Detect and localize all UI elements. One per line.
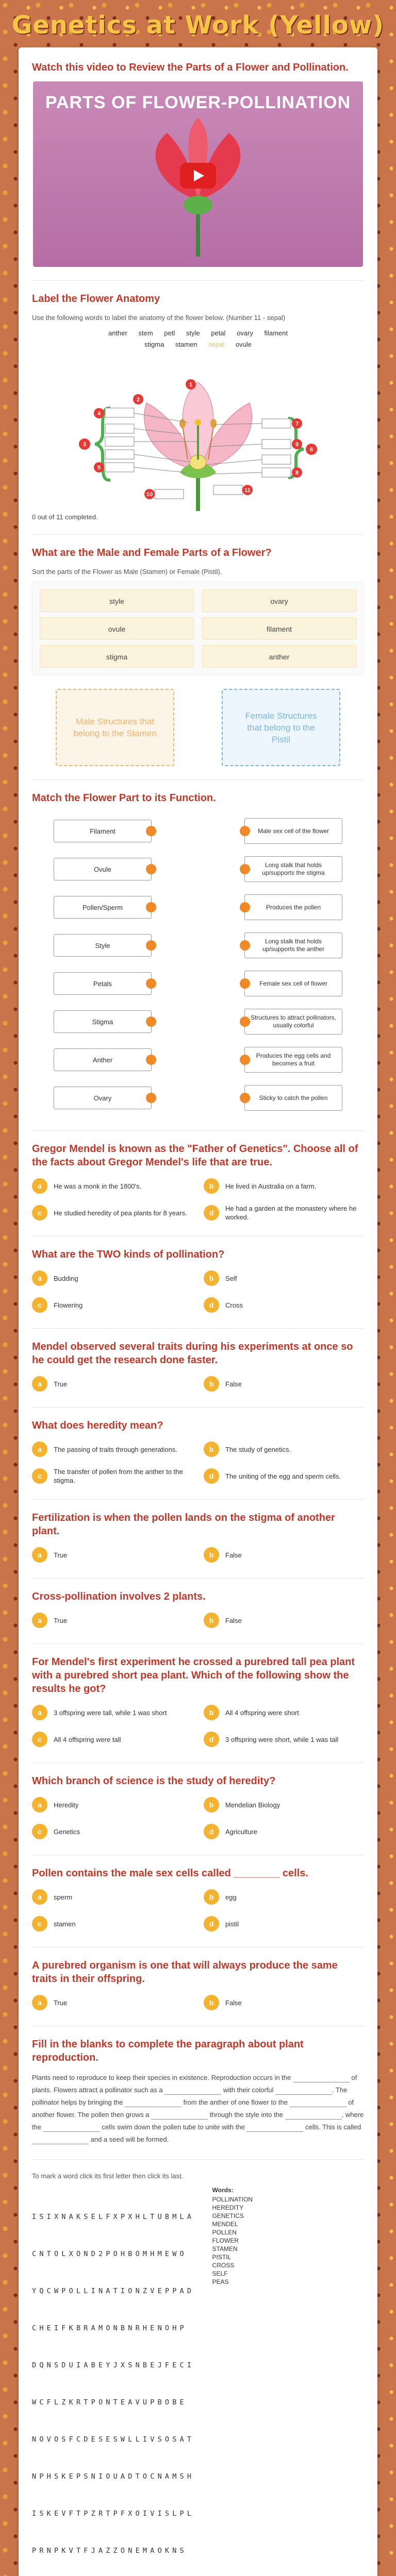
match-dot[interactable] [240, 1016, 250, 1027]
match-term[interactable] [54, 1087, 152, 1109]
video-section [32, 57, 364, 280]
completed-count: 0 out of 11 completed. [32, 513, 98, 521]
question-pea-experiment [32, 1643, 364, 1762]
match-term[interactable] [54, 858, 152, 880]
choice-letter: c [32, 1732, 47, 1747]
choice-option[interactable] [32, 1993, 192, 2012]
choice-letter: b [204, 1797, 219, 1812]
choice-text: He was a monk in the 1800's. [54, 1182, 142, 1190]
wordsearch-word: PISTIL [212, 2253, 232, 2261]
word-bank [32, 328, 364, 350]
sort-instructions: Sort the parts of the Flower as Male (Stamen) or Female (Pistil). [32, 568, 222, 575]
choice-option[interactable] [32, 1176, 192, 1196]
wordsearch-row[interactable]: YQCWPOLLINATIONZVEPPAD [32, 2287, 195, 2295]
choice-letter: d [204, 1468, 219, 1484]
choice-option[interactable] [204, 1914, 364, 1934]
choice-option[interactable] [32, 1822, 192, 1841]
choice-text: The transfer of pollen from the anther to the stigma. [54, 1468, 183, 1484]
match-area [54, 812, 342, 1117]
fill-blank-input[interactable] [32, 2136, 89, 2144]
choice-letter: d [204, 1205, 219, 1221]
match-term-label: Style [95, 941, 110, 950]
fill-blank-input[interactable] [285, 2111, 342, 2120]
female-bucket[interactable]: Female Structures that belong to the Pistil [222, 689, 340, 766]
match-heading: Match the Flower Part to its Function. [32, 792, 216, 804]
fill-blank-input[interactable] [164, 2087, 221, 2095]
wordsearch-row[interactable]: PRNPKVTFJAZZONEMAOKNS [32, 2547, 187, 2555]
fill-blank-input[interactable] [290, 2099, 346, 2107]
match-dot[interactable] [146, 1055, 156, 1065]
choice-text: He studied heredity of pea plants for 8 years. [54, 1209, 187, 1217]
choice-text: False [225, 1380, 242, 1388]
match-dot[interactable] [146, 1016, 156, 1027]
question-heredity-meaning [32, 1407, 364, 1499]
choice-text: 3 offspring were tall, while 1 was short [54, 1708, 167, 1717]
question-heading: Which branch of science is the study of heredity? [32, 1775, 276, 1787]
choice-letter: d [204, 1732, 219, 1747]
label-badge: 5 [97, 465, 101, 471]
choice-text: False [225, 1551, 242, 1559]
match-term-label: Petals [93, 979, 112, 988]
choice-option[interactable] [32, 1730, 192, 1749]
fill-text: cells. This is called [305, 2123, 361, 2131]
choice-letter: b [204, 1442, 219, 1457]
match-dot[interactable] [240, 940, 250, 951]
choice-text: True [54, 1616, 68, 1624]
choice-option[interactable] [32, 1545, 192, 1565]
title-wrap [0, 6, 396, 47]
word-bank-item[interactable]: ovule [235, 341, 252, 348]
match-definition-label: Long stalk that holds up/supports the anther [262, 938, 325, 953]
choice-option[interactable] [204, 1795, 364, 1815]
choice-text: Budding [54, 1274, 78, 1282]
match-dot[interactable] [146, 864, 156, 874]
choice-text: He lived in Australia on a farm. [225, 1182, 317, 1190]
choice-letter: a [32, 1376, 47, 1392]
question-mendel-traits [32, 1328, 364, 1407]
question-branch-science [32, 1762, 364, 1855]
choice-letter: c [32, 1297, 47, 1313]
choice-option[interactable] [204, 1993, 364, 2012]
choice-option[interactable] [204, 1374, 364, 1394]
choice-letter: d [204, 1916, 219, 1931]
question-cross-pollination [32, 1578, 364, 1643]
wordsearch-word-list [212, 2186, 253, 2576]
choice-option[interactable] [32, 1295, 192, 1315]
question-heading: Gregor Mendel is known as the "Father of Genetics". Choose all of the facts about Gregor Mendel's life that are true. [32, 1143, 358, 1168]
match-row [54, 964, 342, 1003]
word-bank-item[interactable]: ovary [237, 329, 253, 337]
fill-text: and a seed will be formed. [90, 2136, 169, 2143]
wordsearch-word: POLLINATION [212, 2196, 253, 2203]
match-definition[interactable] [244, 1085, 342, 1111]
question-heading: What are the TWO kinds of pollination? [32, 1249, 225, 1260]
sort-card[interactable]: ovary [202, 589, 356, 612]
flower-diagram [33, 357, 363, 511]
choice-letter: a [32, 1705, 47, 1720]
match-definition-label: Produces the egg cells and becomes a fruit [256, 1052, 331, 1067]
match-row [54, 1003, 342, 1041]
wordsearch-row[interactable]: NOVOSFCDESESWLLIVSOSAT [32, 2435, 195, 2444]
fill-heading: Fill in the blanks to complete the paragraph about plant reproduction. [32, 2039, 304, 2063]
choice-option[interactable] [32, 1466, 192, 1486]
fill-text: through the style into the [209, 2111, 284, 2119]
match-row [54, 1041, 342, 1079]
fill-text: Plants need to reproduce to keep their species in existence. Reproduction occurs in the [32, 2074, 291, 2081]
label-badge: 1 [189, 382, 193, 388]
choice-text: Agriculture [225, 1827, 258, 1836]
match-term-label: Filament [90, 827, 116, 835]
choice-option[interactable] [204, 1439, 364, 1459]
choice-option[interactable] [204, 1176, 364, 1196]
label-badge: 9 [295, 442, 299, 448]
match-dot[interactable] [240, 826, 250, 836]
fill-text: of another flower. The pollen then grows a [32, 2098, 354, 2119]
word-bank-item[interactable]: style [186, 329, 200, 337]
match-term-label: Ovule [94, 865, 111, 873]
video-player[interactable] [33, 81, 363, 267]
choice-letter: d [204, 1824, 219, 1839]
flower-anatomy-icon [33, 357, 363, 511]
choice-letter: b [204, 1376, 219, 1392]
match-definition-label: Female sex cell of flower [259, 979, 328, 987]
wordsearch-word: PEAS [212, 2278, 229, 2285]
choice-text: The uniting of the egg and sperm cells. [225, 1472, 341, 1480]
choice-text: The passing of traits through generations. [54, 1445, 177, 1453]
choice-letter: c [32, 1468, 47, 1484]
choices [32, 1703, 364, 1749]
label-badge: 4 [97, 411, 101, 417]
choice-option[interactable] [204, 1295, 364, 1315]
worksheet-card [19, 47, 377, 2576]
choice-option[interactable] [204, 1730, 364, 1749]
fill-text: from the anther of one flower to the [183, 2098, 288, 2106]
word-bank-item[interactable]: anther [108, 329, 127, 337]
word-bank-item[interactable]: filament [264, 329, 288, 337]
wordsearch-row[interactable]: WCFLZKRTPONTEAVUPBOBE [32, 2398, 187, 2406]
choice-option[interactable] [204, 1611, 364, 1630]
page-title: Genetics at Work (Yellow) [11, 11, 385, 40]
choice-letter: c [32, 1824, 47, 1839]
anatomy-instructions: Use the following words to label the anatomy of the flower below. (Number 11 - sepal) [32, 314, 286, 321]
choice-text: True [54, 1998, 68, 2007]
match-row [54, 812, 342, 850]
choice-letter: b [204, 1889, 219, 1905]
word-bank-item[interactable]: stamen [175, 341, 197, 348]
word-bank-item[interactable]: stigma [144, 341, 164, 348]
fill-text: cells swim down the pollen tube to unite with the [102, 2123, 245, 2131]
choices [32, 1795, 364, 1841]
match-dot[interactable] [240, 1055, 250, 1065]
choice-text: All 4 offspring were tall [54, 1735, 121, 1743]
choice-letter: a [32, 1995, 47, 2010]
label-badge: 6 [309, 447, 314, 453]
question-heading: Cross-pollination involves 2 plants. [32, 1591, 206, 1602]
choice-text: True [54, 1551, 68, 1559]
match-row [54, 888, 342, 926]
match-term-label: Ovary [93, 1094, 112, 1102]
match-dot[interactable] [240, 902, 250, 912]
choice-letter: b [204, 1995, 219, 2010]
match-dot[interactable] [146, 1093, 156, 1103]
choice-letter: a [32, 1797, 47, 1812]
choice-letter: b [204, 1270, 219, 1286]
match-term[interactable] [54, 934, 152, 957]
choices [32, 1993, 364, 2012]
match-definition[interactable] [244, 971, 342, 996]
match-definition-label: Structures to attract pollinators, usually colorful [250, 1014, 337, 1029]
fill-blank-input[interactable] [151, 2111, 208, 2120]
fill-section [32, 2026, 364, 2159]
choice-letter: b [204, 1547, 219, 1563]
word-bank-item[interactable]: stem [138, 329, 153, 337]
match-term[interactable] [54, 820, 152, 842]
match-term[interactable] [54, 972, 152, 995]
sort-card[interactable]: filament [202, 617, 356, 640]
match-definition[interactable] [244, 856, 342, 882]
choice-option[interactable] [32, 1203, 192, 1223]
wordsearch-grid[interactable] [32, 2186, 202, 2576]
label-badge: 10 [146, 492, 153, 498]
choices [32, 1439, 364, 1486]
match-dot[interactable] [240, 1093, 250, 1103]
choices [32, 1176, 364, 1223]
choice-letter: a [32, 1547, 47, 1563]
choices [32, 1545, 364, 1565]
anatomy-heading: Label the Flower Anatomy [32, 293, 160, 304]
choice-text: All 4 offspring were short [225, 1708, 299, 1717]
choice-letter: a [32, 1889, 47, 1905]
choices [32, 1268, 364, 1315]
choice-letter: a [32, 1178, 47, 1194]
fill-text: . The pollinator helps by bringing the [32, 2086, 348, 2106]
wordsearch-row[interactable]: ISIXNAKSELFXPXHLTUBMLA [32, 2213, 195, 2221]
choice-text: The study of genetics. [225, 1445, 291, 1453]
wordsearch-row[interactable]: CNTOLXOND2POHBOMHMEWO [32, 2250, 187, 2258]
match-row [54, 926, 342, 964]
wordsearch-word: POLLEN [212, 2229, 237, 2236]
anatomy-section [32, 280, 364, 534]
choice-letter: b [204, 1178, 219, 1194]
choice-text: sperm [54, 1893, 73, 1901]
choice-option[interactable] [32, 1374, 192, 1394]
match-term-label: Stigma [92, 1018, 113, 1026]
match-definition-label: Produces the pollen [266, 903, 321, 911]
choice-option[interactable] [204, 1466, 364, 1486]
label-badge: 2 [136, 397, 140, 403]
choice-option[interactable] [32, 1795, 192, 1815]
choice-text: Heredity [54, 1801, 79, 1809]
choice-option[interactable] [32, 1914, 192, 1934]
choice-text: 3 offspring were short, while 1 was tall [225, 1735, 339, 1743]
video-heading: Watch this video to Review the Parts of a Flower and Pollination. [32, 62, 349, 73]
wordsearch-word: CROSS [212, 2262, 235, 2269]
question-heading: Mendel observed several traits during his experiments at once so he could get the research done faster. [32, 1341, 353, 1366]
fill-text: of plants. Flowers attract a pollinator such as a [32, 2074, 357, 2094]
choice-option[interactable] [204, 1203, 364, 1223]
match-term[interactable] [54, 1010, 152, 1033]
choice-letter: d [204, 1297, 219, 1313]
match-term-label: Pollen/Sperm [82, 903, 123, 911]
question-mendel-facts [32, 1130, 364, 1236]
sort-heading: What are the Male and Female Parts of a Flower? [32, 547, 272, 558]
choice-letter: a [32, 1270, 47, 1286]
question-pollination-kinds [32, 1236, 364, 1328]
question-fertilization [32, 1499, 364, 1578]
choice-letter: c [32, 1916, 47, 1931]
video-thumb-title: PARTS OF FLOWER-POLLINATION [45, 93, 351, 112]
fill-blank-input[interactable] [246, 2124, 303, 2132]
choice-option[interactable] [32, 1703, 192, 1722]
choices [32, 1374, 364, 1394]
sort-card[interactable]: stigma [40, 645, 194, 668]
choice-option[interactable] [32, 1611, 192, 1630]
match-dot[interactable] [146, 978, 156, 989]
wordsearch-word: HEREDITY [212, 2204, 244, 2211]
match-dot[interactable] [146, 826, 156, 836]
word-bank-item[interactable]: petl [164, 329, 175, 337]
match-definition[interactable] [244, 1047, 342, 1073]
sort-buckets [32, 689, 364, 766]
choice-letter: b [204, 1705, 219, 1720]
wordsearch-words-label: Words: [212, 2187, 234, 2194]
choice-text: egg [225, 1893, 237, 1901]
wordsearch-row[interactable]: ISKEVFTPZRTPFXOIVISLPL [32, 2510, 195, 2518]
choice-text: pistil [225, 1920, 239, 1928]
match-definition-label: Long stalk that holds up/supports the stigma [262, 861, 325, 876]
match-definition[interactable] [244, 818, 342, 844]
label-badge: 3 [82, 442, 87, 448]
word-bank-item-used[interactable]: sepal [208, 341, 225, 348]
wordsearch-word: STAMEN [212, 2245, 238, 2252]
question-purebred [32, 1947, 364, 2026]
play-icon[interactable] [180, 163, 216, 189]
wordsearch-word: FLOWER [212, 2237, 239, 2244]
match-term[interactable] [54, 896, 152, 919]
choice-option[interactable] [32, 1268, 192, 1288]
choice-text: Flowering [54, 1301, 83, 1309]
match-row [54, 850, 342, 888]
wordsearch-instructions: To mark a word click its first letter then click its last. [32, 2172, 184, 2180]
word-bank-item[interactable]: petal [211, 329, 226, 337]
choice-text: True [54, 1380, 68, 1388]
match-term-label: Anther [92, 1056, 113, 1064]
match-dot[interactable] [240, 978, 250, 989]
choice-letter: a [32, 1613, 47, 1628]
choice-option[interactable] [204, 1268, 364, 1288]
fill-blank-input[interactable] [293, 2074, 350, 2082]
label-badge: 7 [295, 421, 299, 427]
question-pollen-cells [32, 1855, 364, 1947]
sort-card[interactable]: anther [202, 645, 356, 668]
fill-blank-input[interactable] [125, 2099, 182, 2107]
sort-items [32, 582, 364, 675]
question-heading: For Mendel's first experiment he crossed a purebred tall pea plant with a purebred short pea plant. Which of the following show the results he got? [32, 1656, 355, 1694]
choice-text: Cross [225, 1301, 243, 1309]
choice-option[interactable] [204, 1887, 364, 1907]
choice-text: Mendelian Biology [225, 1801, 280, 1809]
choice-text: Self [225, 1274, 237, 1282]
fill-text: , where the [32, 2111, 364, 2131]
match-definition[interactable] [244, 1009, 342, 1035]
label-badge: 11 [244, 487, 251, 494]
sort-card[interactable]: style [40, 589, 194, 612]
choice-option[interactable] [32, 1439, 192, 1459]
choice-text: False [225, 1616, 242, 1624]
match-section [32, 779, 364, 1130]
wordsearch-section [32, 2159, 364, 2576]
question-heading: A purebred organism is one that will always produce the same traits in their offspring. [32, 1960, 338, 1985]
choice-option[interactable] [32, 1887, 192, 1907]
male-bucket[interactable]: Male Structures that belong to the Stamen [56, 689, 174, 766]
fill-text: with their colorful [223, 2086, 274, 2094]
wordsearch-row[interactable]: NPHSKEPSNIOUADTOCNAMSH [32, 2472, 195, 2481]
fill-blank-input[interactable] [275, 2087, 332, 2095]
match-definition-label: Sticky to catch the pollen [259, 1094, 328, 1101]
fill-paragraph [32, 2072, 364, 2146]
choice-option[interactable] [204, 1822, 364, 1841]
choice-text: Genetics [54, 1827, 80, 1836]
choice-letter: c [32, 1205, 47, 1221]
wordsearch-row[interactable]: CHEIFKBRAMONBNRHENOHP [32, 2324, 187, 2332]
match-term[interactable] [54, 1048, 152, 1071]
wordsearch-word: GENETICS [212, 2212, 244, 2219]
match-dot[interactable] [146, 940, 156, 951]
sort-section [32, 534, 364, 779]
question-heading: What does heredity mean? [32, 1420, 163, 1431]
choice-text: He had a garden at the monastery where he worked. [225, 1205, 357, 1221]
label-badge: 8 [295, 470, 299, 476]
choice-option[interactable] [204, 1703, 364, 1722]
match-row [54, 1079, 342, 1117]
match-definition-label: Male sex cell of the flower [257, 827, 329, 835]
wordsearch-row[interactable]: DQNSDUIABEYJXSNBEJFECI [32, 2361, 195, 2369]
sort-card[interactable]: ovule [40, 617, 194, 640]
wordsearch-word: SELF [212, 2270, 228, 2277]
choice-text: False [225, 1998, 242, 2007]
choice-text: stamen [54, 1920, 76, 1928]
match-dot[interactable] [240, 864, 250, 874]
question-heading: Pollen contains the male sex cells called ________ cells. [32, 1868, 308, 1879]
choices [32, 1611, 364, 1630]
choice-letter: a [32, 1442, 47, 1457]
choices [32, 1887, 364, 1934]
wordsearch-word: MENDEL [212, 2221, 238, 2228]
match-definition[interactable] [244, 933, 342, 958]
wordsearch [32, 2186, 364, 2576]
match-dot[interactable] [146, 902, 156, 912]
match-definition[interactable] [244, 894, 342, 920]
choice-letter: b [204, 1613, 219, 1628]
fill-blank-input[interactable] [43, 2124, 100, 2132]
choice-option[interactable] [204, 1545, 364, 1565]
question-heading: Fertilization is when the pollen lands on the stigma of another plant. [32, 1512, 335, 1537]
